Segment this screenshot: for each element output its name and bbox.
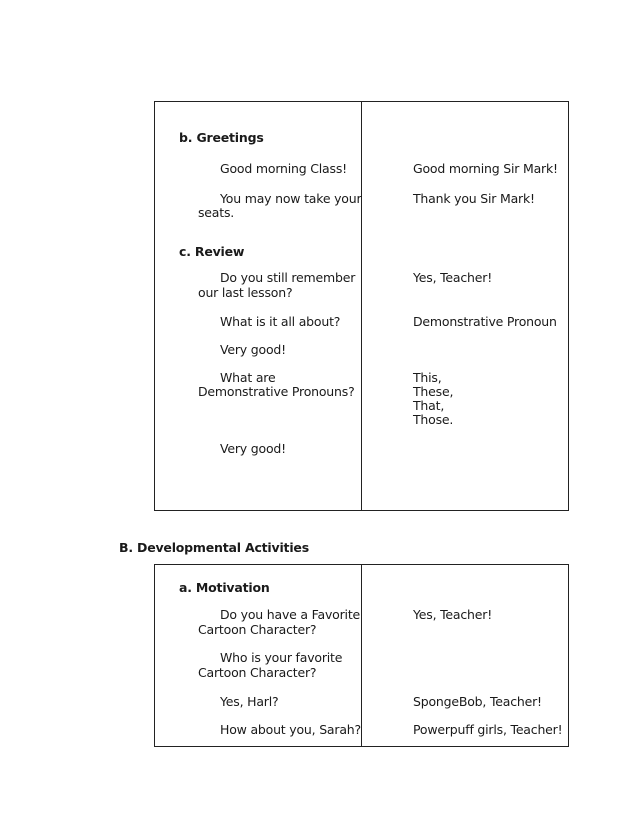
student-line: Demonstrative Pronoun	[413, 314, 557, 329]
column-divider	[361, 102, 362, 510]
motivation-heading: a. Motivation	[179, 580, 270, 595]
student-line: This,	[413, 370, 442, 385]
review-heading: c. Review	[179, 244, 245, 259]
teacher-line: our last lesson?	[198, 285, 293, 300]
column-divider	[361, 565, 362, 746]
teacher-line: Good morning Class!	[220, 161, 347, 176]
teacher-line: Do you have a Favorite	[220, 607, 361, 622]
student-line: Powerpuff girls, Teacher!	[413, 722, 563, 737]
teacher-line: You may now take your	[220, 191, 362, 206]
teacher-line: Cartoon Character?	[198, 665, 317, 680]
teacher-line: Who is your favorite	[220, 650, 343, 665]
teacher-line: Very good!	[220, 342, 286, 357]
developmental-activities-heading: B. Developmental Activities	[119, 540, 309, 555]
teacher-line: Do you still remember	[220, 270, 356, 285]
student-line: These,	[413, 384, 454, 399]
teacher-line: Yes, Harl?	[220, 694, 279, 709]
student-line: Yes, Teacher!	[413, 607, 493, 622]
teacher-line: Cartoon Character?	[198, 622, 317, 637]
teacher-line: What are	[220, 370, 276, 385]
student-line: Yes, Teacher!	[413, 270, 493, 285]
teacher-line: What is it all about?	[220, 314, 341, 329]
student-line: Good morning Sir Mark!	[413, 161, 558, 176]
teacher-line: Very good!	[220, 441, 286, 456]
student-line: That,	[413, 398, 445, 413]
student-line: SpongeBob, Teacher!	[413, 694, 542, 709]
student-line: Those.	[413, 412, 454, 427]
teacher-line: seats.	[198, 205, 235, 220]
greetings-heading: b. Greetings	[179, 130, 264, 145]
teacher-line: Demonstrative Pronouns?	[198, 384, 355, 399]
teacher-line: How about you, Sarah?	[220, 722, 361, 737]
student-line: Thank you Sir Mark!	[413, 191, 535, 206]
